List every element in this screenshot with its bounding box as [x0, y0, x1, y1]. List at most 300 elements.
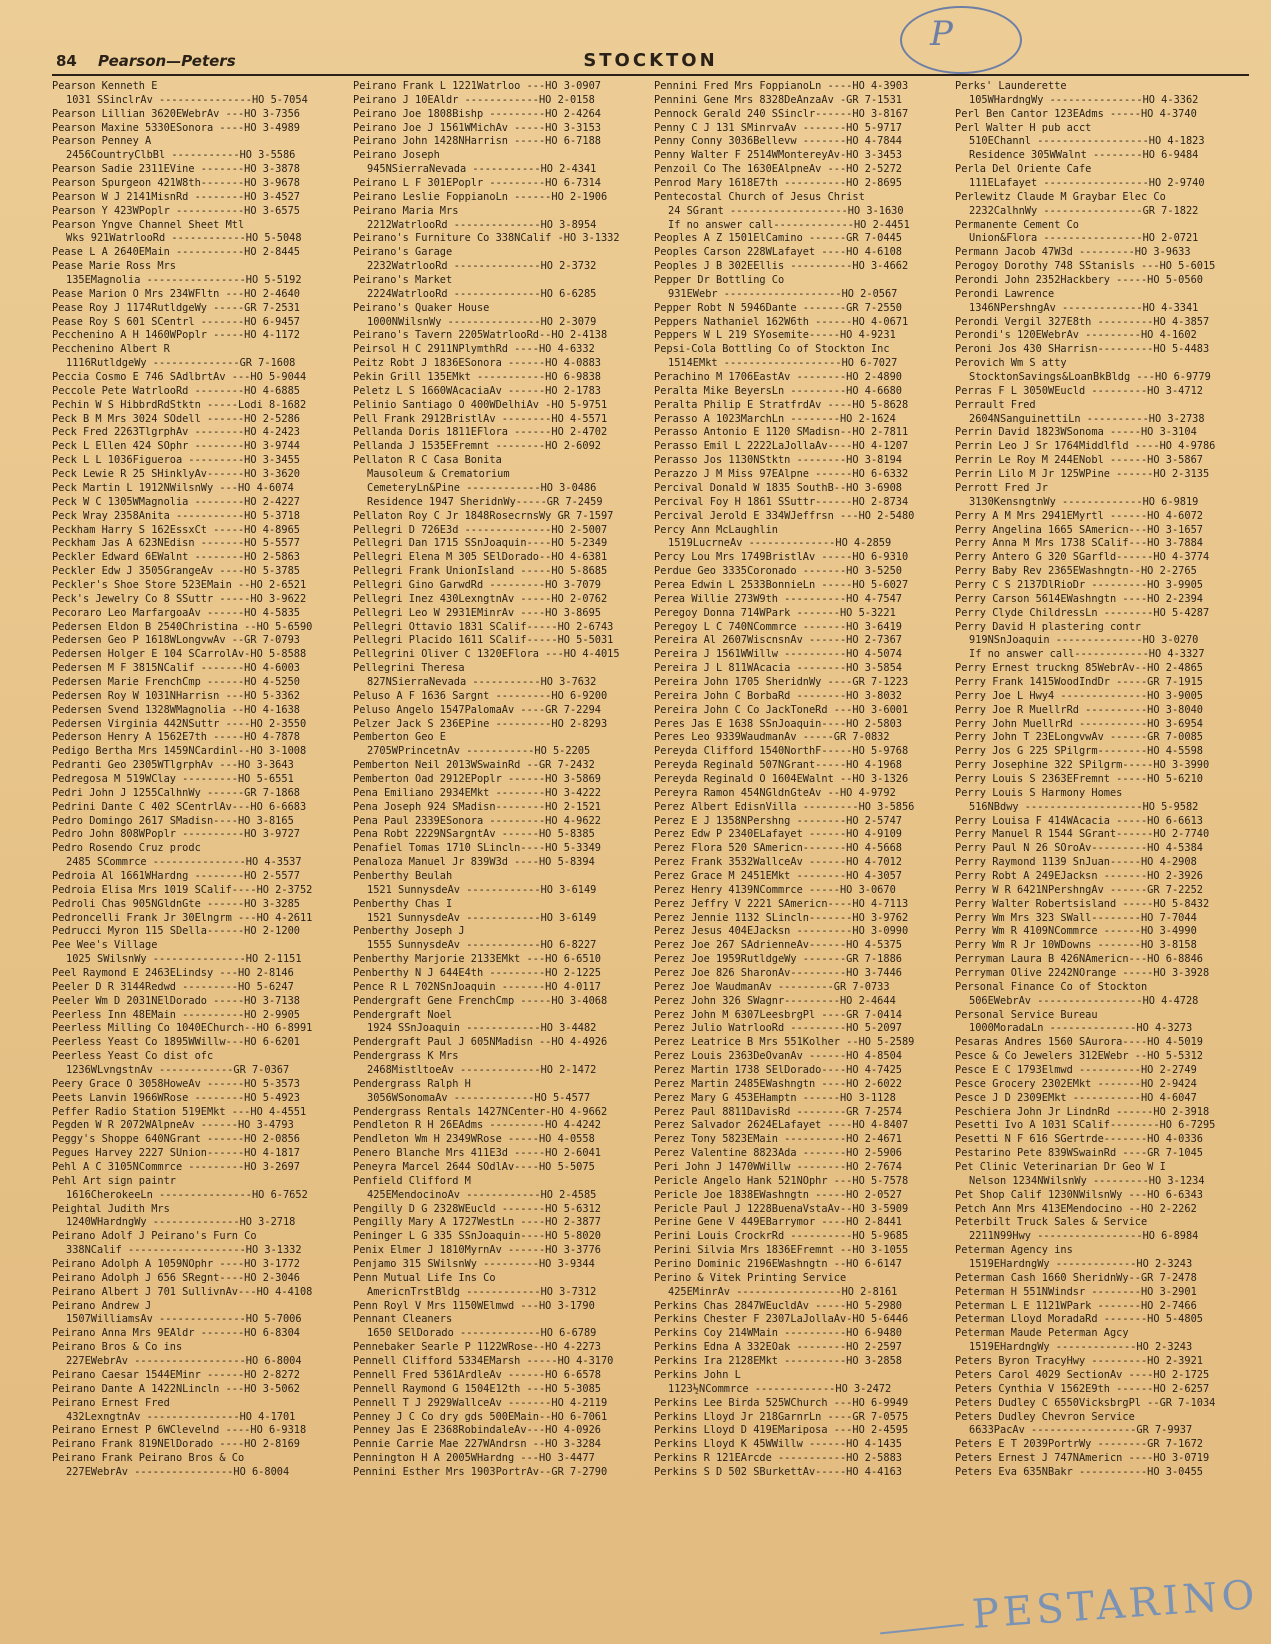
listing-entry: Perasso Jos 1130NStktn --------HO 3-8194: [654, 454, 902, 467]
listing-entry: Penafiel Tomas 1710 SLincln----HO 5-3349: [353, 842, 601, 855]
listing-entry: Perrault Fred: [955, 398, 1036, 411]
listing-entry: Percival Foy H 1861 SSuttr------HO 2-8734: [654, 495, 909, 508]
listing-entry: Peirano Andrew J: [52, 1299, 152, 1312]
listing-entry: Perasso Antonio E 1120 SMadisn--HO 2-7811: [654, 426, 909, 439]
listing-entry: Pedersen Holger E 104 SCarrolAv-HO 5-8588: [52, 648, 307, 661]
listing-entry: Peirano's Quaker House: [353, 301, 490, 314]
listing-entry: StocktonSavings&LoanBkBldg ---HO 6-9779: [969, 371, 1211, 384]
listing-entry: Pendleton R H 26EAdms ---------HO 4-4242: [353, 1119, 601, 1132]
listing-entry: Pengilly D G 2328WEucld -------HO 5-6312: [353, 1202, 601, 1215]
listing-entry: Perry John T 23ELongvwAv ------GR 7-0085: [955, 731, 1203, 744]
listing-entry: Pesetti Ivo A 1031 SCalif--------HO 6-7295: [955, 1119, 1216, 1132]
listing-entry: Peletz L S 1660WAcaciaAv ------HO 2-1783: [353, 384, 601, 397]
listing-entry: Peirano Bros & Co ins: [52, 1341, 183, 1354]
listing-entry: Perry Wm Mrs 323 SWall--------HO 7-7044: [955, 911, 1197, 924]
listing-entry: Perry Carson 5614EWashngtn ----HO 2-2394: [955, 592, 1203, 605]
listing-entry: 1240WHardngWy --------------HO 3-2718: [66, 1216, 296, 1229]
listing-entry: Perondi's 120EWebrAv ---------HO 4-1602: [955, 329, 1197, 342]
listing-entry: 338NCalif -------------------HO 3-1332: [66, 1244, 302, 1257]
listing-entry: Perkins John L: [654, 1368, 741, 1381]
listing-entry: Pearson Penney A: [52, 135, 152, 148]
listing-entry: Peterman Maude Peterman Agcy: [955, 1327, 1129, 1340]
handwritten-signature: PESTARINO: [970, 1572, 1260, 1638]
listing-entry: Perry Louis S 2363EFremnt -----HO 5-6210: [955, 772, 1203, 785]
listing-entry: Pellanda Doris 1811EFlora ------HO 2-4702: [353, 426, 608, 439]
listing-entry: Peery Grace O 3058HoweAv ------HO 5-3573: [52, 1077, 300, 1090]
listing-entry: Pearson Lillian 3620EWebrAv ---HO 3-7356: [52, 107, 300, 120]
listing-entry: Pedroia Al 1661WHardng --------HO 2-5577: [52, 869, 300, 882]
listing-entry: Pericle Angelo Hank 521NOphr ---HO 5-7578: [654, 1174, 909, 1187]
listing-entry: Pericle Joe 1838EWashngtn -----HO 2-0527: [654, 1188, 902, 1201]
listing-entry: Penjamo 315 SWilsnWy ---------HO 3-9344: [353, 1258, 595, 1271]
listing-column-4: [955, 80, 1248, 1625]
listing-entry: Pedro Domingo 2617 SMadisn----HO 3-8165: [52, 814, 294, 827]
listing-entry: Perkins Lloyd D 419EMariposa ---HO 2-4595: [654, 1424, 909, 1437]
listing-entry: 2485 SCommrce ---------------HO 4-3537: [66, 856, 302, 869]
listing-entry: 945NSierraNevada -----------HO 2-4341: [367, 163, 597, 176]
listing-entry: Pesce Grocery 2302EMkt -------HO 2-9424: [955, 1077, 1197, 1090]
listing-entry: Pecchenino Albert R: [52, 343, 170, 356]
listing-entry: 1924 SSnJoaquin ------------HO 3-4482: [367, 1022, 597, 1035]
listing-entry: Peterman Cash 1660 SheridnWy--GR 7-2478: [955, 1271, 1197, 1284]
listing-entry: Perks' Launderette: [955, 80, 1067, 92]
listing-entry: Perkins Lee Birda 525WChurch ---HO 6-9949: [654, 1396, 909, 1409]
listing-entry: Pepper Dr Bottling Co: [654, 274, 785, 287]
listing-entry: Perkins Chester F 2307LaJollaAv-HO 5-6446: [654, 1313, 909, 1326]
handwritten-page-mark: P: [930, 14, 953, 54]
listing-entry: Penfield Clifford M: [353, 1174, 471, 1187]
listing-entry: 2705WPrincetnAv -----------HO 5-2205: [367, 745, 591, 758]
listing-entry: Pennie Carrie Mae 227WAndrsn --HO 3-3284: [353, 1438, 601, 1451]
listing-entry: Pereira J L 811WAcacia --------HO 3-5854: [654, 662, 902, 675]
listing-entry: Perdue Geo 3335Coronado -------HO 3-5250: [654, 565, 902, 578]
listing-entry: 1000NWilsnWy ---------------HO 2-3079: [367, 315, 597, 328]
listing-entry: Peterman H 551NWindsr --------HO 3-2901: [955, 1285, 1197, 1298]
listing-entry: Pedrucci Myron 115 SDella------HO 2-1200: [52, 925, 300, 938]
listing-entry: CemeteryLn&Pine ------------HO 3-0486: [367, 481, 597, 494]
listing-entry: Perez Joe WaudmanAv ---------GR 7-0733: [654, 980, 890, 993]
listing-entry: Pesetti N F 616 SGertrde-------HO 4-0336: [955, 1133, 1203, 1146]
listing-entry: Mausoleum & Crematorium: [367, 468, 510, 481]
listing-entry: Pemberton Neil 2013WSwainRd --GR 7-2432: [353, 759, 595, 772]
listing-entry: Pearson Spurgeon 421W8th-------HO 3-9678: [52, 177, 300, 190]
listing-entry: Peirano Maria Mrs: [353, 204, 459, 217]
listing-entry: Peri John J 1470WWillw --------HO 2-7674: [654, 1161, 902, 1174]
listing-entry: Peerless Milling Co 1040EChurch--HO 6-8991: [52, 1022, 313, 1035]
listing-entry: Pearson Kenneth E: [52, 80, 158, 92]
listing-entry: Peters E T 2039PortrWy --------GR 7-1672: [955, 1438, 1203, 1451]
listing-entry: Pedersen Marie FrenchCmp ------HO 4-5250: [52, 675, 300, 688]
listing-entry: Peoples J B 302EEllis ----------HO 3-4662: [654, 260, 909, 273]
listing-entry: Peterman L E 1121WPark -------HO 2-7466: [955, 1299, 1197, 1312]
listing-entry: Perine Gene V 449EBarrymor ----HO 2-8441: [654, 1216, 902, 1229]
listing-entry: Pegues Harvey 2227 SUnion------HO 4-1817: [52, 1147, 300, 1160]
listing-entry: Peirano's Furniture Co 338NCalif -HO 3-1332: [353, 232, 620, 245]
listing-entry: Penn Mutual Life Ins Co: [353, 1271, 496, 1284]
listing-entry: Perkins Lloyd K 45WWillw ------HO 4-1435: [654, 1438, 902, 1451]
listing-entry: Penix Elmer J 1810MyrnAv ------HO 3-3776: [353, 1244, 601, 1257]
page-header: [52, 50, 1249, 76]
listing-entry: Pechin W S HibbrdRdStktn -----Lodi 8-1682: [52, 398, 307, 411]
listing-entry: Perkins Lloyd Jr 218GarnrLn ----GR 7-0575: [654, 1410, 909, 1423]
listing-entry: Pendergraft Gene FrenchCmp -----HO 3-4068: [353, 994, 608, 1007]
listing-entry: Perry Paul N 26 SOroAv---------HO 4-5384: [955, 842, 1203, 855]
listing-entry: Peccia Cosmo E 746 SAdlbrtAv ---HO 5-9044: [52, 371, 307, 384]
listing-entry: 2456CountryClbBl -----------HO 3-5586: [66, 149, 296, 162]
listing-entry: Pena Robt 2229NSargntAv ------HO 5-8385: [353, 828, 595, 841]
listing-entry: Pedersen Eldon B 2540Christina --HO 5-6590: [52, 620, 313, 633]
listing-entry: Perkins S D 502 SBurkettAv-----HO 4-4163: [654, 1465, 902, 1478]
listing-entry: Percival Jerold E 334WJeffrsn ---HO 2-5480: [654, 509, 915, 522]
listing-entry: 2211N99Hwy -----------------HO 6-8984: [969, 1230, 1199, 1243]
listing-entry: Perry Louisa F 414WAcacia -----HO 6-6613: [955, 814, 1203, 827]
listing-entry: Pegden W R 2072WAlpneAv ------HO 3-4793: [52, 1119, 294, 1132]
listing-entry: Perry Raymond 1139 SnJuan-----HO 4-2908: [955, 856, 1197, 869]
listing-entry: 2232WatrlooRd --------------HO 2-3732: [367, 260, 597, 273]
listing-entry: Penberthy N J 644E4th ---------HO 2-1225: [353, 967, 601, 979]
listing-entry: Perondi John 2352Hackbery -----HO 5-0560: [955, 274, 1203, 287]
listing-entry: Pellegri Dan 1715 SSnJoaquin----HO 5-2349: [353, 537, 608, 550]
listing-entry: Pedroli Chas 905NGldnGte ------HO 3-3285: [52, 897, 300, 910]
listing-entry: 6633PacAv -----------------GR 7-9937: [969, 1424, 1193, 1437]
listing-entry: If no answer call------------HO 4-3327: [969, 648, 1205, 661]
listing-entry: 2212WatrlooRd --------------HO 3-8954: [367, 218, 597, 231]
listing-entry: Perino Dominic 2196EWashngtn --HO 6-6147: [654, 1258, 902, 1271]
listing-entry: 3056WSonomaAv -------------HO 5-4577: [367, 1091, 591, 1104]
listing-entry: Pereyda Reginald 507NGrant-----HO 4-1968: [654, 759, 902, 772]
listing-entry: 3130KensngtnWy -------------HO 6-9819: [969, 495, 1199, 508]
listing-entry: Nelson 1234NWilsnWy ---------HO 3-1234: [969, 1174, 1205, 1187]
listing-entry: Pedersen M F 3815NCalif -------HO 4-6003: [52, 662, 300, 675]
listing-entry: Perrin Le Roy M 244ENobl ------HO 3-5867: [955, 454, 1203, 467]
listing-entry: Perez Jennie 1132 SLincln-------HO 3-9762: [654, 911, 909, 924]
listing-entry: Peluso Angelo 1547PalomaAv ----GR 7-2294: [353, 703, 601, 716]
listing-entry: Pell Frank 2912BristlAv --------HO 4-5571: [353, 412, 608, 425]
listing-entry: Pedroncelli Frank Jr 30Elngrm ---HO 4-2611: [52, 911, 313, 924]
listing-entry: Peluso A F 1636 Sargnt ---------HO 6-9200: [353, 689, 608, 702]
listing-entry: Peterman Lloyd MoradaRd -------HO 5-4805: [955, 1313, 1203, 1326]
listing-entry: Perkins Edna A 332EOak --------HO 2-2597: [654, 1341, 902, 1354]
handwritten-underline: [880, 1624, 964, 1635]
listing-entry: Peffer Radio Station 519EMkt ---HO 4-4551: [52, 1105, 307, 1118]
listing-entry: Peterbilt Truck Sales & Service: [955, 1216, 1148, 1229]
listing-entry: Penzoil Co The 1630EAlpneAv ---HO 2-5272: [654, 163, 902, 176]
listing-entry: Pedersen Svend 1328WMagnolia --HO 4-1638: [52, 703, 300, 716]
listing-entry: Peirano Caesar 1544EMinr ------HO 2-8272: [52, 1368, 300, 1381]
listing-entry: 1521 SunnysdeAv ------------HO 3-6149: [367, 883, 597, 896]
listing-entry: If no answer call-------------HO 2-4451: [668, 218, 910, 231]
listing-entry: Peirano Albert J 701 SullivnAv---HO 4-4108: [52, 1285, 313, 1298]
listing-entry: 1116RutldgeWy --------------GR 7-1608: [66, 357, 296, 370]
listing-entry: Peck Martin L 1912NWilsnWy ---HO 4-6074: [52, 481, 294, 494]
listing-entry: Pellegri Frank UnionIsland -----HO 5-8685: [353, 565, 608, 578]
listing-entry: Pereira John C BorbaRd --------HO 3-8032: [654, 689, 902, 702]
listing-entry: Perez John M 6307LeesbrgPl ----GR 7-0414: [654, 1008, 902, 1021]
listing-entry: Peroni Jos 430 SHarrisn---------HO 5-4483: [955, 343, 1210, 356]
listing-entry: 516NBdwy -------------------HO 5-9582: [969, 800, 1199, 813]
listing-entry: Perez E J 1358NPershng --------HO 2-5747: [654, 814, 902, 827]
listing-column-1: [52, 80, 345, 1625]
listing-entry: Personal Finance Co of Stockton: [955, 980, 1148, 993]
listing-entry: 2232CalhnWy ----------------GR 7-1822: [969, 204, 1199, 217]
listing-entry: Penny C J 131 SMinrvaAv -------HO 5-9717: [654, 121, 902, 134]
listing-entry: Peirano Leslie FoppianoLn ------HO 2-1906: [353, 190, 608, 203]
listing-entry: Peters Eva 635NBakr -----------HO 3-0455: [955, 1465, 1203, 1478]
listing-entry: Penberthy Beulah: [353, 869, 453, 882]
listing-entry: Peters Byron TracyHwy ---------HO 2-3921: [955, 1355, 1203, 1368]
listing-entry: Pedersen Roy W 1031NHarrisn ---HO 5-3362: [52, 689, 300, 702]
listing-entry: Peirano J 10EAldr ------------HO 2-0158: [353, 93, 595, 106]
listing-entry: Perry Baby Rev 2365EWashngtn--HO 2-2765: [955, 565, 1197, 578]
listing-entry: AmericnTrstBldg ------------HO 3-7312: [367, 1285, 597, 1298]
listing-entry: Pennini Gene Mrs 8328DeAnzaAv -GR 7-1531: [654, 93, 902, 106]
listing-entry: Perry Manuel R 1544 SGrant------HO 2-7740: [955, 828, 1210, 841]
listing-entry: Pendergrass Rentals 1427NCenter-HO 4-9662: [353, 1105, 608, 1118]
listing-entry: Peerless Yeast Co dist ofc: [52, 1050, 214, 1063]
listing-entry: Perry John MuellrRd -----------HO 3-6954: [955, 717, 1203, 730]
listing-entry: 1031 SSinclrAv ---------------HO 5-7054: [66, 93, 308, 106]
listing-entry: Peets Lanvin 1966WRose --------HO 5-4923: [52, 1091, 300, 1104]
listing-entry: Perez Salvador 2624ELafayet ----HO 4-8407: [654, 1119, 909, 1132]
listing-entry: Perez John 326 SWagnr---------HO 2-4644: [654, 994, 896, 1007]
listing-entry: Perez Louis 2363DeOvanAv ------HO 4-8504: [654, 1050, 902, 1063]
listing-entry: Personal Service Bureau: [955, 1008, 1098, 1021]
listing-entry: 506EWebrAv -----------------HO 4-4728: [969, 994, 1199, 1007]
listing-entry: Perovich Wm S atty: [955, 357, 1067, 370]
listing-entry: Peck Fred 2263TlgrphAv --------HO 4-2423: [52, 426, 300, 439]
listing-entry: 827NSierraNevada -----------HO 3-7632: [367, 675, 597, 688]
listing-entry: Pearson W J 2141MisnRd --------HO 3-4527: [52, 190, 300, 203]
listing-entry: Pemberton Oad 2912EPoplr ------HO 3-5869: [353, 772, 601, 785]
listing-entry: 1555 SunnysdeAv ------------HO 6-8227: [367, 939, 597, 952]
listing-entry: Pence R L 702NSnJoaquin -------HO 4-0117: [353, 980, 601, 993]
listing-entry: Penberthy Chas I: [353, 897, 453, 910]
listing-entry: Peralta Philip E StratfrdAv ----HO 5-8628: [654, 398, 909, 411]
listing-entry: Pease Roy J 1174RutldgeWy -----GR 7-2531: [52, 301, 300, 314]
listing-entry: Penberthy Marjorie 2133EMkt ---HO 6-6510: [353, 953, 601, 966]
listing-entry: Pedro Rosendo Cruz prodc: [52, 842, 201, 855]
listing-entry: Peters Dudley C 6550VicksbrgPl --GR 7-1034: [955, 1396, 1216, 1409]
listing-entry: Peirano's Tavern 2205WatrlooRd--HO 2-4138: [353, 329, 608, 342]
listing-entry: Peck Lewie R 25 SHinklyAv------HO 3-3620: [52, 468, 300, 481]
listing-entry: Pennini Fred Mrs FoppianoLn ----HO 4-3903: [654, 80, 909, 92]
listing-entry: Peregoy Donna 714WPark -------HO 5-3221: [654, 606, 896, 619]
listing-entry: Perry Joe L Hwy4 --------------HO 3-9005: [955, 689, 1203, 702]
listing-entry: Pengilly Mary A 1727WestLn ----HO 2-3877: [353, 1216, 601, 1229]
listing-entry: Perez Henry 4139NCommrce -----HO 3-0670: [654, 883, 896, 896]
listing-entry: Peppers Nathaniel 162W6th ------HO 4-0671: [654, 315, 909, 328]
listing-entry: Perez Joe 267 SAdrienneAv------HO 4-5375: [654, 939, 902, 952]
listing-entry: Perez Paul 8811DavisRd --------GR 7-2574: [654, 1105, 902, 1118]
listing-entry: Peck W C 1305WMagnolia --------HO 2-4227: [52, 495, 300, 508]
listing-entry: Perez Julio WatrlooRd ---------HO 5-2097: [654, 1022, 902, 1035]
listing-entry: Peirano Frank Peirano Bros & Co: [52, 1452, 245, 1465]
listing-entry: Peters Ernest J 747NAmericn ----HO 3-0719: [955, 1452, 1210, 1465]
listing-entry: Pedigo Bertha Mrs 1459NCardinl--HO 3-1008: [52, 745, 307, 758]
listing-entry: Perazzo J M Miss 97EAlpne ------HO 6-6332: [654, 468, 909, 481]
listing-entry: Pease Marie Ross Mrs: [52, 260, 176, 273]
listing-entry: Penaloza Manuel Jr 839W3d ----HO 5-8394: [353, 856, 595, 869]
listing-entry: Pesce J D 2309EMkt -----------HO 4-6047: [955, 1091, 1197, 1104]
listing-entry: Perry Wm R 4109NCommrce ------HO 3-4990: [955, 925, 1197, 938]
listing-entry: Perry Robt A 249EJacksn -------HO 2-3926: [955, 869, 1203, 882]
listing-entry: Pereira John C Co JackToneRd ---HO 3-6001: [654, 703, 909, 716]
listing-entry: Petch Ann Mrs 413EMendocino --HO 2-2262: [955, 1202, 1197, 1215]
listing-entry: Union&Flora ----------------HO 2-0721: [969, 232, 1199, 245]
listing-entry: Perez Albert EdisnVilla ---------HO 3-5856: [654, 800, 915, 813]
listing-entry: Pennell T J 2929WallceAv -------HO 4-2119: [353, 1396, 608, 1409]
listing-entry: Penrod Mary 1618E7th ----------HO 2-8695: [654, 177, 902, 190]
listing-entry: Pennini Esther Mrs 1903PortrAv--GR 7-2790: [353, 1465, 608, 1478]
listing-entry: Peoples Carson 228WLafayet ----HO 4-6108: [654, 246, 902, 259]
listing-entry: Perry Anna M Mrs 1738 SCalif---HO 3-7884: [955, 537, 1203, 550]
listing-entry: Residence 1947 SheridnWy-----GR 7-2459: [367, 495, 603, 508]
listing-entry: Pellaton Roy C Jr 1848RosecrnsWy GR 7-1597: [353, 509, 614, 522]
listing-entry: Pedrini Dante C 402 SCentrlAv---HO 6-6683: [52, 800, 307, 813]
listing-entry: Pendleton Wm H 2349WRose -----HO 4-0558: [353, 1133, 595, 1146]
listing-entry: Peckham Harry S 162EssxCt -----HO 4-8965: [52, 523, 300, 536]
listing-entry: 1123½NCommrce -------------HO 3-2472: [668, 1382, 892, 1395]
listing-entry: Peirano Ernest Fred: [52, 1396, 170, 1409]
listing-entry: Peirano Ernest P 6WClevelnd ----HO 6-9318: [52, 1424, 307, 1437]
listing-entry: Perkins Chas 2847WEucldAv -----HO 5-2980: [654, 1299, 902, 1312]
listing-entry: Pennant Cleaners: [353, 1313, 453, 1326]
listing-entry: Perry Louis S Harmony Homes: [955, 786, 1123, 799]
listing-entry: Perez Mary G 453EHamptn ------HO 3-1128: [654, 1091, 896, 1104]
listing-entry: Pedersen Virginia 442NSuttr ----HO 2-3550: [52, 717, 307, 730]
listing-entry: Peck B M Mrs 3024 SOdell ------HO 2-5286: [52, 412, 300, 425]
listing-entry: Pesce & Co Jewelers 312EWebr --HO 5-5312: [955, 1050, 1203, 1063]
listing-entry: Pearson Maxine 5330ESonora ----HO 3-4989: [52, 121, 300, 134]
listing-entry: Perry Jos G 225 SPilgrm--------HO 4-5598: [955, 745, 1203, 758]
listing-entry: Perras F L 3050WEucld ---------HO 3-4712: [955, 384, 1203, 397]
listing-entry: Pellegri Inez 430LexngtnAv -----HO 2-0762: [353, 592, 608, 605]
listing-entry: Peirano Adolf J Peirano's Furn Co: [52, 1230, 257, 1243]
listing-entry: 425EMendocinoAv ------------HO 2-4585: [367, 1188, 597, 1201]
listing-entry: Peirano Anna Mrs 9EAldr -------HO 6-8304: [52, 1327, 300, 1340]
listing-entry: Pereira J 1561WWillw ----------HO 4-5074: [654, 648, 902, 661]
listing-entry: Peres Leo 9339WaudmanAv -----GR 7-0832: [654, 731, 890, 744]
listing-entry: 227EWebrAv ----------------HO 6-8004: [66, 1465, 290, 1478]
listing-entry: Perez Joe 826 SharonAv---------HO 3-7446: [654, 967, 902, 979]
listing-entry: Pendergrass Ralph H: [353, 1077, 471, 1090]
listing-column-3: [654, 80, 947, 1625]
listing-entry: Pehl Art sign paintr: [52, 1174, 176, 1187]
listing-entry: Perry A M Mrs 2941EMyrtl ------HO 4-6072: [955, 509, 1203, 522]
listing-entry: Pekin Grill 135EMkt -----------HO 6-9838: [353, 371, 601, 384]
listing-entry: Peters Carol 4029 SectionAv ----HO 2-1725: [955, 1368, 1210, 1381]
listing-entry: 1616CherokeeLn ---------------HO 6-7652: [66, 1188, 308, 1201]
listing-entry: Pennell Raymond G 1504E12th ---HO 5-3085: [353, 1382, 601, 1395]
listing-entry: Pease Marion O Mrs 234WFltn ---HO 2-4640: [52, 287, 300, 300]
listing-entry: Peirano's Market: [353, 274, 453, 287]
listing-entry: Penney J C Co dry gds 500EMain--HO 6-7061: [353, 1410, 608, 1423]
listing-entry: Perondi Lawrence: [955, 287, 1055, 300]
listing-entry: Peregoy L C 740NCommrce -------HO 3-6419: [654, 620, 902, 633]
listing-entry: Perasso Emil L 2222LaJollaAv----HO 4-1207: [654, 440, 909, 453]
listing-entry: Pereira John 1705 SheridnWy ----GR 7-1223: [654, 675, 909, 688]
listing-entry: Pellanda J 1535EFremnt --------HO 2-6092: [353, 440, 601, 453]
listing-entry: Pease Roy S 601 SCentrl -------HO 6-9457: [52, 315, 300, 328]
listing-entry: 425EMinrAv -----------------HO 2-8161: [668, 1285, 898, 1298]
listing-entry: Peckham Jas A 623NEdisn -------HO 5-5577: [52, 537, 300, 550]
listing-entry: Peerless Yeast Co 1895WWillw---HO 6-6201: [52, 1036, 300, 1049]
listing-entry: Peters Cynthia V 1562E9th ------HO 2-6257: [955, 1382, 1210, 1395]
listing-entry: Perachino M 1706EastAv --------HO 2-4890: [654, 371, 902, 384]
listing-entry: Perry Wm R Jr 10WDowns -------HO 3-8158: [955, 939, 1197, 952]
listing-entry: Peirano Frank 819NElDorado ----HO 2-8169: [52, 1438, 300, 1451]
listing-entry: Pendergraft Paul J 605NMadisn --HO 4-4926: [353, 1036, 608, 1049]
listing-entry: Pena Paul 2339ESonora ---------HO 4-9622: [353, 814, 601, 827]
listing-entry: 1000MoradaLn --------------HO 4-3273: [969, 1022, 1193, 1035]
listing-entry: Perez Leatrice B Mrs 551Kolher --HO 5-2589: [654, 1036, 915, 1049]
listing-entry: 1514EMkt -------------------HO 6-7027: [668, 357, 898, 370]
listing-entry: Peirano Dante A 1422NLincln ---HO 3-5062: [52, 1382, 300, 1395]
listing-entry: Peirano Frank L 1221Watrloo ---HO 3-0907: [353, 80, 601, 92]
listing-entry: Peirano Joe J 1561WMichAv -----HO 3-3153: [353, 121, 601, 134]
listing-columns: [52, 80, 1250, 1625]
listing-entry: Perea Edwin L 2533BonnieLn -----HO 5-6027: [654, 578, 909, 591]
listing-entry: Permanente Cement Co: [955, 218, 1079, 231]
listing-entry: Residence 305WWalnt --------HO 6-9484: [969, 149, 1199, 162]
listing-entry: 1236WLvngstnAv ------------GR 7-0367: [66, 1064, 290, 1077]
listing-entry: Pena Emiliano 2934EMkt --------HO 3-4222: [353, 786, 601, 799]
listing-entry: Perrott Fred Jr: [955, 481, 1048, 494]
listing-entry: Pesaras Andres 1560 SAurora----HO 4-5019: [955, 1036, 1203, 1049]
listing-entry: Pearson Y 423WPoplr -----------HO 3-6575: [52, 204, 300, 217]
listing-entry: Perez Jeffry V 2221 SAmericn----HO 4-7113: [654, 897, 909, 910]
listing-entry: Pet Shop Calif 1230NWilsnWy ---HO 6-6343: [955, 1188, 1203, 1201]
listing-entry: Peccole Pete WatrlooRd --------HO 4-6885: [52, 384, 300, 397]
listing-entry: Peckler's Shoe Store 523EMain --HO 2-6521: [52, 578, 307, 591]
listing-entry: Pedro John 808WPoplr ----------HO 3-9727: [52, 828, 300, 841]
listing-entry: Perez Flora 520 SAmericn-------HO 4-5668: [654, 842, 902, 855]
listing-entry: Pepsi-Cola Bottling Co of Stockton Inc: [654, 343, 890, 356]
listing-entry: Pedregosa M 519WClay ---------HO 5-6551: [52, 772, 294, 785]
city-title: STOCKTON: [583, 50, 718, 71]
listing-entry: Peralta Mike BeyersLn ---------HO 4-6680: [654, 384, 902, 397]
listing-entry: Perez Joe 1959RutldgeWy -------GR 7-1886: [654, 953, 902, 966]
listing-entry: 135EMagnolia ----------------HO 5-5192: [66, 274, 302, 287]
listing-entry: Pellegri Elena M 305 SElDorado--HO 4-6381: [353, 551, 608, 564]
listing-entry: Perryman Olive 2242NOrange -----HO 3-3928: [955, 967, 1210, 979]
listing-entry: Pericle Paul J 1228BuenaVstaAv--HO 3-5909: [654, 1202, 909, 1215]
listing-entry: Peeler D R 3144Redwd ---------HO 5-6247: [52, 980, 294, 993]
listing-entry: Peirano Adolph A 1059NOphr ----HO 3-1772: [52, 1258, 300, 1271]
listing-entry: 1519EHardngWy -------------HO 2-3243: [969, 1341, 1193, 1354]
listing-entry: Peirano Adolph J 656 SRegnt----HO 2-3046: [52, 1271, 300, 1284]
listing-entry: Perry David H plastering contr: [955, 620, 1141, 633]
listing-entry: 931EWebr -------------------HO 2-0567: [668, 287, 898, 300]
listing-entry: Penn Royl V Mrs 1150WElmwd ---HO 3-1790: [353, 1299, 595, 1312]
listing-entry: Perez Edw P 2340ELafayet ------HO 4-9109: [654, 828, 902, 841]
listing-entry: Perkins Ira 2128EMkt ----------HO 3-2858: [654, 1355, 902, 1368]
listing-column-2: [353, 80, 646, 1625]
listing-entry: Perez Martin 1738 SElDorado----HO 4-7425: [654, 1064, 902, 1077]
listing-entry: 111ELafayet -----------------HO 2-9740: [969, 177, 1205, 190]
listing-entry: Pereyda Reginald O 1604EWalnt --HO 3-1326: [654, 772, 909, 785]
listing-entry: Peneyra Marcel 2644 SOdlAv----HO 5-5075: [353, 1161, 595, 1174]
listing-entry: Perea Willie 273W9th ----------HO 4-7547: [654, 592, 902, 605]
listing-entry: 432LexngtnAv ---------------HO 4-1701: [66, 1410, 296, 1423]
listing-entry: Peel Raymond E 2463ELindsy ---HO 2-8146: [52, 967, 294, 979]
listing-entry: Pellegrini Oliver C 1320EFlora ---HO 4-4015: [353, 648, 620, 661]
listing-entry: Pereyra Ramon 454NGldnGteAv --HO 4-9792: [654, 786, 896, 799]
listing-entry: Pendergraft Noel: [353, 1008, 453, 1021]
listing-entry: Pesce E C 1793Elmwd ----------HO 2-2749: [955, 1064, 1197, 1077]
listing-entry: Peightal Judith Mrs: [52, 1202, 170, 1215]
listing-entry: Peck L L 1036Figueroa ---------HO 3-3455: [52, 454, 300, 467]
